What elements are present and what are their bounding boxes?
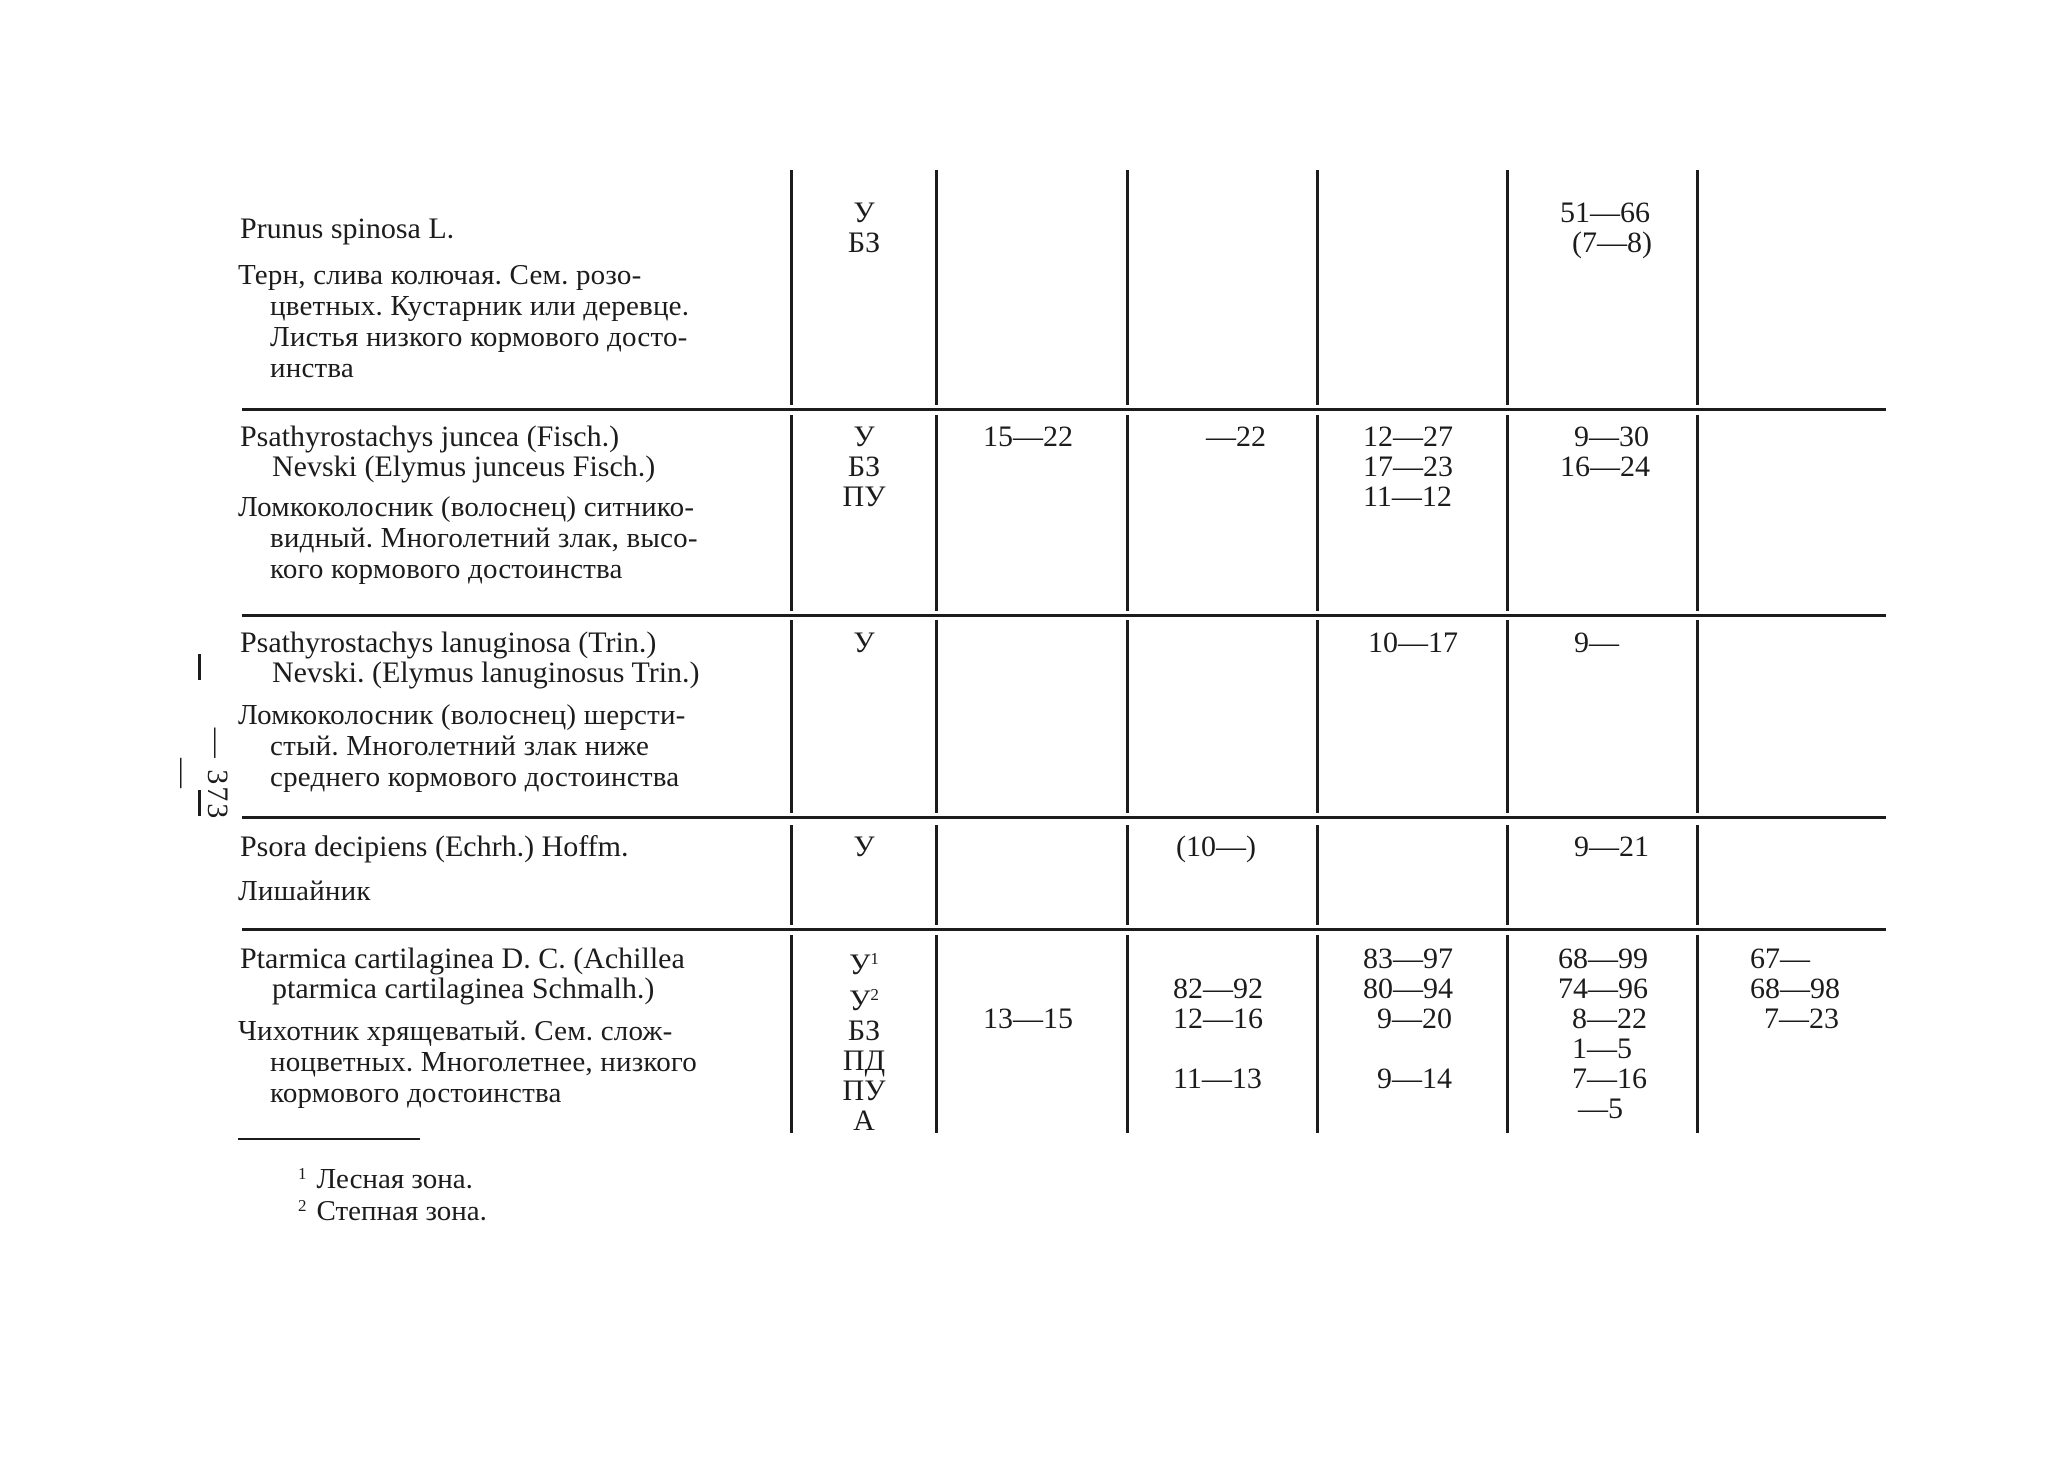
value-cell [1176,832,1256,862]
col-rule [935,170,938,405]
value: 82—92 [1173,972,1263,1005]
col-rule [935,935,938,1133]
value: 9—20 [1377,1002,1452,1035]
description-line: Лишайник [238,875,371,907]
description-line: стый. Многолетний злак ниже [270,730,650,762]
col-rule [1696,620,1699,813]
col-rule [1316,415,1319,611]
value: 11—12 [1363,480,1452,513]
value-cell [983,1004,1073,1034]
value: 1—5 [1572,1032,1632,1065]
value-cell [1560,422,1650,482]
value: 7—16 [1572,1062,1647,1095]
footnote-mark: 1 [870,949,879,968]
value: 68—99 [1558,942,1648,975]
blank-line [1173,1034,1263,1064]
footnote-text: Степная зона. [316,1195,487,1227]
zone-code: У [853,626,875,659]
col-rule [1696,415,1699,611]
value: 83—97 [1363,942,1453,975]
zone-codes [793,832,935,862]
value: (7—8) [1572,226,1652,259]
page-number-dash-top [198,654,201,680]
zone-code-letter: У [849,948,871,981]
page-number [167,690,234,830]
value: 12—27 [1363,420,1453,453]
col-rule [935,415,938,611]
species-name-line: Psathyrostachys juncea (Fisch.) [240,420,620,453]
value: 74—96 [1558,972,1648,1005]
species-description [238,700,773,793]
col-rule [935,825,938,925]
zone-codes [793,422,935,512]
description-line: Ломкоколосник (волоснец) шерсти- [238,699,686,731]
value: 12—16 [1173,1002,1263,1035]
value-cell [1574,628,1619,658]
value: —5 [1578,1092,1623,1125]
value: 15—22 [983,420,1073,453]
footnote [298,1190,487,1227]
value: 13—15 [983,1002,1073,1035]
value: 9—30 [1574,420,1649,453]
col-rule [1696,170,1699,405]
col-rule [1126,415,1129,611]
value: 7—23 [1764,1002,1839,1035]
col-rule [1126,620,1129,813]
zone-code [793,980,935,1016]
forage-table [238,170,1888,1137]
footnote-mark: 2 [298,1196,307,1215]
row-rule [242,614,1886,617]
description-line: среднего кормового достоинства [270,761,680,793]
value: 8—22 [1572,1002,1647,1035]
zone-codes [793,944,935,1136]
page-number-text: — 373 — [167,727,234,821]
description-line: Терн, слива колючая. Сем. розо- [238,259,642,291]
value-cell [1206,422,1266,452]
col-rule [1506,170,1509,405]
value: 9—21 [1574,830,1649,863]
zone-codes [793,628,935,658]
value-cell [1173,974,1263,1094]
value-cell [1574,832,1649,862]
row-rule [242,816,1886,819]
species-name: Prunus spinosa L. [240,212,455,245]
footnote-text: Лесная зона. [316,1163,473,1195]
col-rule [1316,170,1319,405]
description-line: кормового достоинства [270,1077,562,1109]
col-rule [1506,620,1509,813]
zone-code: БЗ [847,226,881,259]
species-name: Psora decipiens (Echrh.) Hoffm. [240,830,629,863]
footnote-mark: 1 [298,1164,307,1183]
col-rule [1696,825,1699,925]
value: 11—13 [1173,1062,1262,1095]
value: 9—14 [1377,1062,1452,1095]
species-name [240,628,700,688]
col-rule [1126,935,1129,1133]
page-number-dash-bottom [198,790,201,816]
value-cell [1368,628,1458,658]
species-description [238,260,773,384]
species-description [238,876,773,907]
description-line: Листья низкого кормового досто- [270,321,688,353]
value-cell [1363,422,1453,512]
row-rule [242,928,1886,931]
species-description [238,492,773,585]
species-name-line: Nevski. (Elymus lanuginosus Trin.) [272,656,700,689]
zone-code [793,944,935,980]
species-name-line: ptarmica cartilaginea Schmalh.) [272,972,655,1005]
col-rule [1126,170,1129,405]
value-cell [1560,198,1652,258]
col-rule [1696,935,1699,1133]
description-line: Чихотник хрящеватый. Сем. слож- [238,1015,673,1047]
value: (10—) [1176,830,1256,863]
value: 80—94 [1363,972,1453,1005]
zone-code: У [853,830,875,863]
description-line: ноцветных. Многолетнее, низкого [270,1046,697,1078]
value: 16—24 [1560,450,1650,483]
col-rule [1506,825,1509,925]
species-description [238,1016,773,1109]
value: 67— [1750,942,1810,975]
value: 9— [1574,626,1619,659]
col-rule [1506,415,1509,611]
row-rule [242,408,1886,411]
value: 68—98 [1750,972,1840,1005]
description-line: кого кормового достоинства [270,553,623,585]
zone-code: ПУ [842,480,886,513]
footnote-rule [238,1138,420,1140]
species-name [240,422,655,482]
zone-code: А [853,1104,875,1137]
zone-code: БЗ [847,450,881,483]
col-rule [1316,620,1319,813]
species-name-line: Nevski (Elymus junceus Fisch.) [272,450,656,483]
zone-codes [793,198,935,258]
footnote-mark: 2 [870,985,879,1004]
zone-code-letter: У [849,984,871,1017]
zone-code: БЗ [847,1014,881,1047]
description-line: видный. Многолетний злак, высо- [270,522,698,554]
zone-code: ПУ [842,1074,886,1107]
col-rule [1506,935,1509,1133]
value-cell [1750,944,1840,1034]
zone-code: У [853,196,875,229]
value: 17—23 [1363,450,1453,483]
zone-code: У [853,420,875,453]
value-cell [1363,944,1453,1094]
species-name-line: Psathyrostachys lanuginosa (Trin.) [240,626,657,659]
description-line: цветных. Кустарник или деревце. [270,290,690,322]
value-cell [983,422,1073,452]
value-cell [1558,944,1648,1124]
blank-line [1363,1034,1453,1064]
value: 51—66 [1560,196,1650,229]
col-rule [1316,935,1319,1133]
description-line: Ломкоколосник (волоснец) ситнико- [238,491,695,523]
zone-code: ПД [842,1044,886,1077]
col-rule [1316,825,1319,925]
species-name-line: Ptarmica cartilaginea D. C. (Achillea [240,942,685,975]
col-rule [935,620,938,813]
description-line: инства [270,352,354,384]
value: —22 [1206,420,1266,453]
species-name [240,944,685,1004]
value: 10—17 [1368,626,1458,659]
col-rule [1126,825,1129,925]
